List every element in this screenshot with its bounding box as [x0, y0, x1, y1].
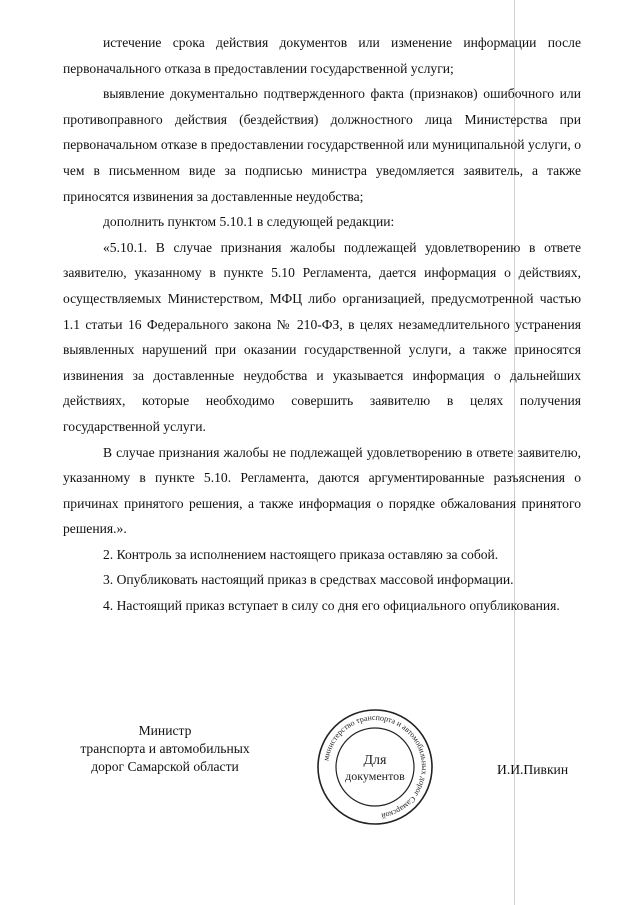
paragraph-2: выявление документально подтвержденного факта (признаков) ошибочного или противоправного действия (бездействия) должностного лица Министерства при первоначальном отказе в предоставлении государственной или муниципальной услуги, о чем в письменном виде за подписью министра уведомляется заявитель, а также приносятся извинения за доставленные неудобства;	[63, 86, 581, 204]
paragraph-4: «5.10.1. В случае признания жалобы подлежащей удовлетворению в ответе заявителю, указанному в пункте 5.10 Регламента, дается информация о действиях, осуществляемых Министерством, МФЦ либо организацией, предусмотренной частью 1.1 статьи 16 Федерального закона № 210-ФЗ, в целях незамедлительного устранения выявленных нарушений при оказании государственной услуги, а также приносятся извинения за доставленные неудобства и указывается информация о дальнейших действиях, которые необходимо совершить заявителю в целях получения государственной услуги.	[63, 239, 581, 434]
stamp-center-line-2: документов	[345, 769, 405, 783]
document-body	[63, 30, 581, 619]
paragraph-3: дополнить пунктом 5.10.1 в следующей редакции:	[103, 214, 395, 230]
signatory-title	[60, 722, 270, 776]
paragraph-5: В случае признания жалобы не подлежащей удовлетворению в ответе заявителю, указанному в пункте 5.10. Регламента, даются аргументированные разъяснения о причинах принятого решения, а также информация о порядке обжалования принятого решения.».	[63, 444, 581, 537]
signatory-title-line-2: транспорта и автомобильных	[80, 741, 250, 756]
signatory-name: И.И.Пивкин	[497, 762, 569, 777]
paragraph-6: 2. Контроль за исполнением настоящего приказа оставляю за собой.	[103, 546, 499, 562]
stamp-center-line-1: Для	[363, 753, 387, 768]
official-stamp	[316, 708, 434, 826]
signatory-title-line-3: дорог Самарской области	[91, 759, 239, 774]
paragraph-8: 4. Настоящий приказ вступает в силу со дня его официального опубликования.	[103, 598, 560, 614]
paragraph-1: истечение срока действия документов или изменение информации после первоначального отказа в предоставлении государственной услуги;	[63, 35, 581, 76]
signatory-title-line-1: Министр	[138, 723, 192, 738]
stamp-ring-text: министерство транспорта и автомобильных дорог Самарской	[321, 712, 430, 821]
paragraph-7: 3. Опубликовать настоящий приказ в средствах массовой информации.	[103, 572, 514, 588]
